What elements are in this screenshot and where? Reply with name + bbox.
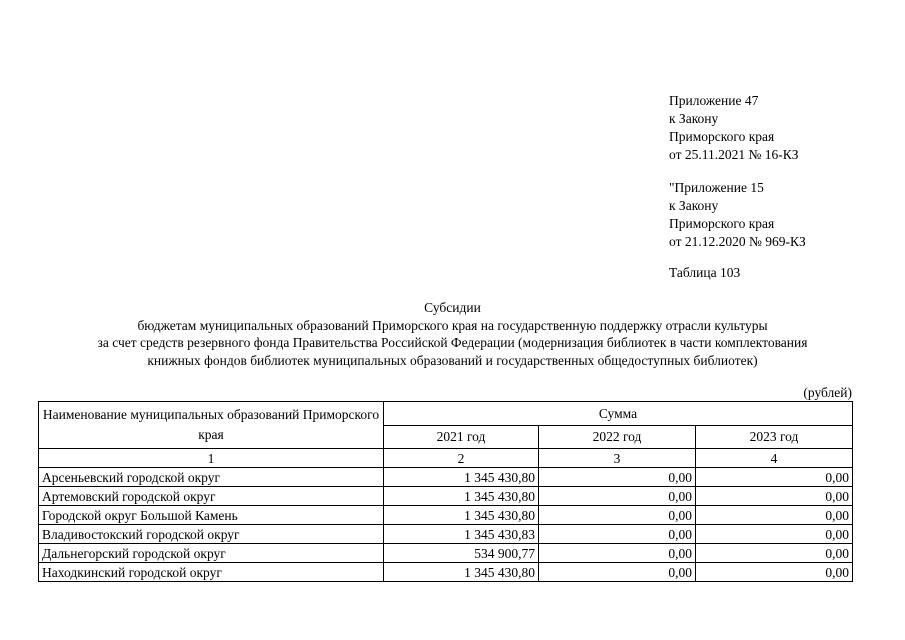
column-number: 4 (696, 449, 853, 468)
column-number: 2 (384, 449, 539, 468)
appendix-line: от 21.12.2020 № 969-КЗ (669, 234, 806, 249)
column-header-name: Наименование муниципальных образований Приморского края (39, 402, 384, 449)
amount-2023: 0,00 (696, 525, 853, 544)
appendix-line: к Закону (669, 198, 719, 213)
table-row (39, 525, 853, 544)
appendix-line: Приморского края (669, 216, 775, 231)
column-number: 3 (539, 449, 696, 468)
amount-2022: 0,00 (539, 468, 696, 487)
municipality-name: Артемовский городской округ (39, 487, 384, 506)
amount-2023: 0,00 (696, 544, 853, 563)
title-line: за счет средств резервного фонда Правительства Российской Федерации (модернизация библиотек в части комплектования (97, 335, 808, 350)
table-row (39, 563, 853, 582)
municipality-name: Дальнегорский городской округ (39, 544, 384, 563)
municipality-name: Арсеньевский городской округ (39, 468, 384, 487)
municipality-name: Городской округ Большой Камень (39, 506, 384, 525)
subsidy-table (38, 401, 853, 582)
column-number-row (39, 449, 853, 468)
amount-2021: 1 345 430,80 (384, 563, 539, 582)
amount-2023: 0,00 (696, 563, 853, 582)
column-header-sum: Сумма (384, 402, 853, 426)
amount-2023: 0,00 (696, 468, 853, 487)
title-line: книжных фондов библиотек муниципальных образований и государственных общедоступных библиотек) (147, 352, 758, 368)
municipality-name: Находкинский городской округ (39, 563, 384, 582)
column-number: 1 (39, 449, 384, 468)
title-line: бюджетам муниципальных образований Приморского края на государственную поддержку отрасли культуры (137, 317, 768, 333)
amount-2022: 0,00 (539, 544, 696, 563)
amount-2022: 0,00 (539, 506, 696, 525)
amount-2021: 1 345 430,80 (384, 487, 539, 506)
appendix-line: Приложение 47 (669, 93, 759, 108)
amount-2022: 0,00 (539, 563, 696, 582)
amount-2021: 1 345 430,83 (384, 525, 539, 544)
appendix-line: от 25.11.2021 № 16-КЗ (669, 147, 799, 162)
units-label: (рублей) (803, 385, 852, 400)
column-header-year: 2023 год (696, 425, 853, 449)
amount-2022: 0,00 (539, 487, 696, 506)
appendix-15-reference (669, 179, 806, 251)
appendix-47-reference (669, 92, 799, 164)
column-header-year: 2021 год (384, 425, 539, 449)
municipality-name: Владивостокский городской округ (39, 525, 384, 544)
amount-2021: 1 345 430,80 (384, 468, 539, 487)
document-title (0, 299, 905, 369)
table-number: Таблица 103 (669, 265, 741, 280)
table-row (39, 487, 853, 506)
title-line: Субсидии (424, 300, 481, 315)
amount-2023: 0,00 (696, 506, 853, 525)
amount-2022: 0,00 (539, 525, 696, 544)
amount-2023: 0,00 (696, 487, 853, 506)
amount-2021: 534 900,77 (384, 544, 539, 563)
appendix-line: Приморского края (669, 129, 775, 144)
appendix-line: "Приложение 15 (669, 180, 764, 195)
appendix-line: к Закону (669, 111, 719, 126)
table-row (39, 544, 853, 563)
table-row (39, 506, 853, 525)
amount-2021: 1 345 430,80 (384, 506, 539, 525)
column-header-year: 2022 год (539, 425, 696, 449)
table-row (39, 468, 853, 487)
